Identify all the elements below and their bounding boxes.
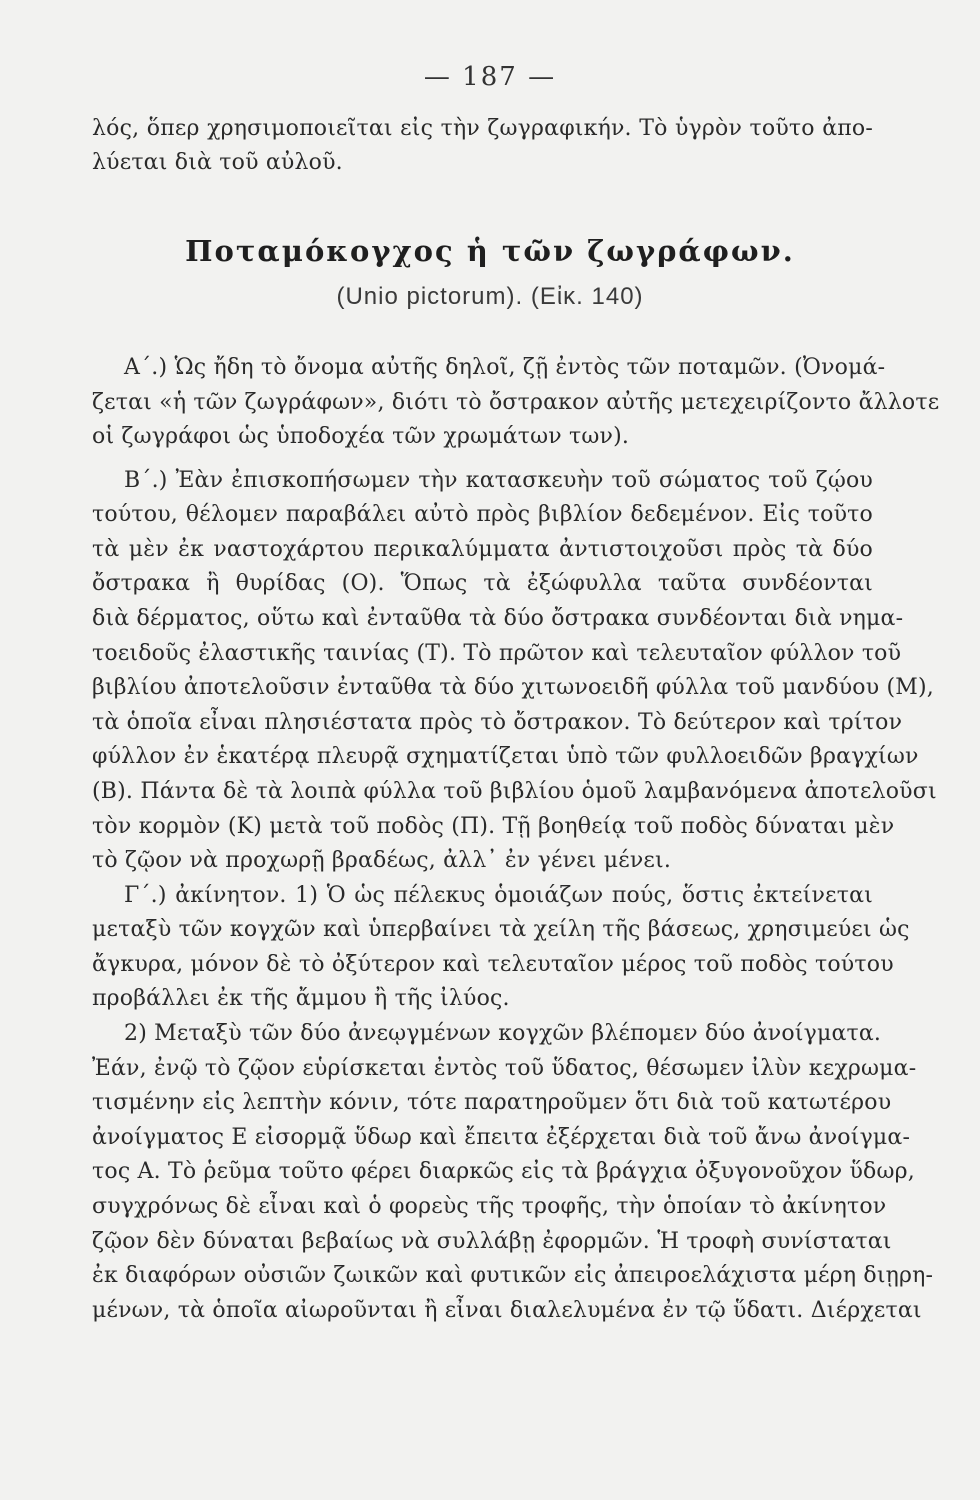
paragraph-line: φύλλον ἐν ἑκατέρᾳ πλευρᾷ σχηματίζεται ὑπὸ τῶν φυλλοειδῶν βραγχίων <box>92 744 919 769</box>
paragraph-line: ἐκ διαφόρων οὐσιῶν ζωικῶν καὶ φυτικῶν εἰς ἀπειροελάχιστα μέρη διῃρη- <box>92 1263 934 1288</box>
paragraph-line: τοειδοῦς ἐλαστικῆς ταινίας (Τ). Τὸ πρῶτον καὶ τελευταῖον φύλλον τοῦ <box>92 641 902 666</box>
paragraph-line: τούτου, θέλομεν παραβάλει αὐτὸ πρὸς βιβλίον δεδεμένον. Εἰς τοῦτο <box>92 502 873 527</box>
paragraph-line: τὸν κορμὸν (Κ) μετὰ τοῦ ποδὸς (Π). Τῇ βοηθείᾳ τοῦ ποδὸς δύναται μὲν <box>92 814 895 839</box>
section-subtitle: (Unio pictorum). (Εἰκ. 140) <box>336 283 644 310</box>
paragraph-line: μεταξὺ τῶν κογχῶν καὶ ὑπερβαίνει τὰ χείλη τῆς βάσεως, χρησιμεύει ὡς <box>92 917 910 942</box>
paragraph-line: Β΄.) Ἐὰν ἐπισκοπήσωμεν τὴν κατασκευὴν τοῦ σώματος τοῦ ζῴου <box>124 468 873 493</box>
paragraph-line: 2) Μεταξὺ τῶν δύο ἀνεῳγμένων κογχῶν βλέπομεν δύο ἀνοίγματα. <box>124 1021 882 1046</box>
paragraph-line: ἀνοίγματος Ε εἰσορμᾷ ὕδωρ καὶ ἔπειτα ἐξέρχεται διὰ τοῦ ἄνω ἀνοίγμα- <box>92 1125 911 1150</box>
paragraph-line: προβάλλει ἐκ τῆς ἄμμου ἢ τῆς ἰλύος. <box>92 986 510 1011</box>
paragraph-line: συγχρόνως δὲ εἶναι καὶ ὁ φορεὺς τῆς τροφῆς, τὴν ὁποίαν τὸ ἀκίνητον <box>92 1194 887 1219</box>
paragraph-line: Γ΄.) ἀκίνητον. 1) Ὁ ὡς πέλεκυς ὁμοιάζων πούς, ὅστις ἐκτείνεται <box>124 883 873 908</box>
intro-line: λός, ὅπερ χρησιμοποιεῖται εἰς τὴν ζωγραφικήν. Τὸ ὑγρὸν τοῦτο ἀπο- <box>92 116 873 141</box>
paragraph-line: βιβλίου ἀποτελοῦσιν ἐνταῦθα τὰ δύο χιτωνοειδῆ φύλλα τοῦ μανδύου (Μ), <box>92 675 934 700</box>
paragraph-line: Ἐάν, ἐνῷ τὸ ζῷον εὑρίσκεται ἐντὸς τοῦ ὕδατος, θέσωμεν ἰλὺν κεχρωμα- <box>92 1056 917 1081</box>
paragraph-line: οἱ ζωγράφοι ὡς ὑποδοχέα τῶν χρωμάτων των). <box>92 424 630 449</box>
paragraph-line: τισμένην εἰς λεπτὴν κόνιν, τότε παρατηροῦμεν ὅτι διὰ τοῦ κατωτέρου <box>92 1090 892 1115</box>
intro-line: λύεται διὰ τοῦ αὐλοῦ. <box>92 150 343 175</box>
section-title: Ποταμόκογχος ἡ τῶν ζωγράφων. <box>185 234 795 268</box>
paragraph-line: ἄγκυρα, μόνον δὲ τὸ ὀξύτερον καὶ τελευταῖον μέρος τοῦ ποδὸς τούτου <box>92 952 894 977</box>
paragraph-line: τὸ ζῷον νὰ προχωρῇ βραδέως, ἀλλ᾽ ἐν γένει μένει. <box>92 848 672 873</box>
paragraph-line: τὰ μὲν ἐκ ναστοχάρτου περικαλύμματα ἀντιστοιχοῦσι πρὸς τὰ δύο <box>92 537 873 562</box>
paragraph-line: Α΄.) Ὡς ἤδη τὸ ὄνομα αὐτῆς δηλοῖ, ζῇ ἐντὸς τῶν ποταμῶν. (Ὀνομά- <box>124 355 886 380</box>
paragraph-line: (Β). Πάντα δὲ τὰ λοιπὰ φύλλα τοῦ βιβλίου ὁμοῦ λαμβανόμενα ἀποτελοῦσι <box>92 779 937 804</box>
paragraph-line: ζῷον δὲν δύναται βεβαίως νὰ συλλάβῃ ἐφορμῶν. Ἡ τροφὴ συνίσταται <box>92 1229 892 1254</box>
page-number: — 187 — <box>423 62 557 92</box>
paragraph-line: τὰ ὁποῖα εἶναι πλησιέστατα πρὸς τὸ ὄστρακον. Τὸ δεύτερον καὶ τρίτον <box>92 710 903 735</box>
paragraph-line: μένων, τὰ ὁποῖα αἰωροῦνται ἢ εἶναι διαλελυμένα ἐν τῷ ὕδατι. Διέρχεται <box>92 1298 922 1323</box>
paragraph-line: διὰ δέρματος, οὕτω καὶ ἐνταῦθα τὰ δύο ὄστρακα συνδέονται διὰ νημα- <box>92 606 904 631</box>
paragraph-line: ζεται «ἡ τῶν ζωγράφων», διότι τὸ ὄστρακον αὐτῆς μετεχειρίζοντο ἄλλοτε <box>92 390 940 415</box>
paragraph-line: τος Α. Τὸ ῥεῦμα τοῦτο φέρει διαρκῶς εἰς τὰ βράγχια ὀξυγονοῦχον ὕδωρ, <box>92 1159 915 1184</box>
paragraph-line: ὄστρακα ἢ θυρίδας (Ο). Ὅπως τὰ ἐξώφυλλα ταῦτα συνδέονται <box>92 571 873 596</box>
